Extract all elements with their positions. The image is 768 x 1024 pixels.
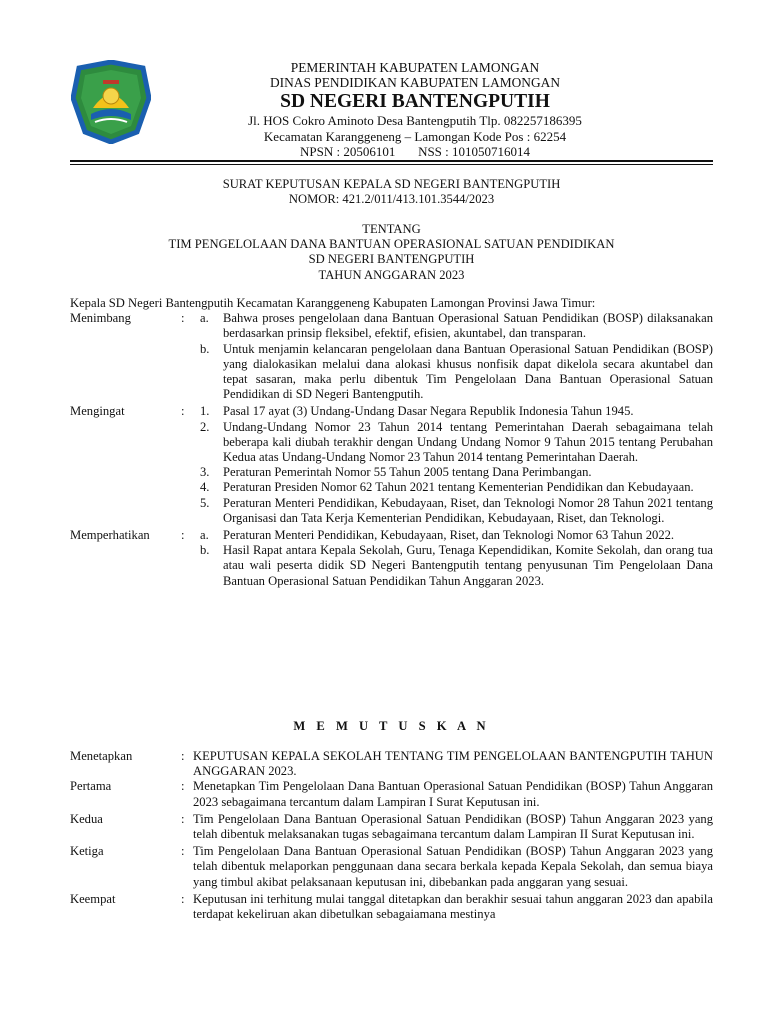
memperhatikan-section — [70, 528, 713, 589]
list-item: b. Hasil Rapat antara Kepala Sekolah, Guru, Tenaga Kependidikan, Komite Sekolah, dan orang tua atau wali peserta didik SD Negeri Bantengputih tentang penyusunan Tim Pengelolaan Dana Bantuan Operasional Satuan Pendidikan Tahun Anggaran 2023. — [200, 543, 713, 588]
subject-line-1: TIM PENGELOLAAN DANA BANTUAN OPERASIONAL SATUAN PENDIDIKAN — [168, 237, 615, 252]
letterhead-district: Kecamatan Karanggeneng – Lamongan Kode Pos : 62254 — [263, 128, 567, 144]
intro-text: Kepala SD Negeri Bantengputih Kecamatan Karanggeneng Kabupaten Lamongan Provinsi Jawa Timur: — [70, 296, 596, 310]
decree-title — [70, 177, 713, 207]
mengingat-label: Mengingat — [70, 404, 125, 419]
mengingat-section — [70, 404, 713, 526]
colon: : — [181, 404, 185, 419]
lamongan-regency-crest-icon — [71, 60, 151, 144]
colon: : — [181, 311, 185, 326]
list-item: 3. Peraturan Pemerintah Nomor 55 Tahun 2005 tentang Dana Perimbangan. — [200, 465, 592, 480]
menimbang-label: Menimbang — [70, 311, 131, 326]
letterhead — [180, 60, 650, 160]
decision-pertama: Pertama : Menetapkan Tim Pengelolaan Dana Bantuan Operasional Satuan Pendidikan (BOSP) Tahun Anggaran 2023 sebagaimana tercantum dalam Lampiran I Surat Keputusan ini. — [70, 779, 713, 809]
letterhead-npsn: NPSN : 20506101 NSS : 101050716014 — [299, 144, 531, 159]
letterhead-divider-thick — [70, 160, 713, 162]
letterhead-government: PEMERINTAH KABUPATEN LAMONGAN — [290, 60, 540, 75]
letterhead-department: DINAS PENDIDIKAN KABUPATEN LAMONGAN — [269, 75, 560, 90]
decisions-section — [70, 749, 713, 922]
decree-title-line: SURAT KEPUTUSAN KEPALA SD NEGERI BANTENGPUTIH — [222, 177, 561, 191]
memutuskan-heading: M E M U T U S K A N — [293, 719, 490, 733]
decree-subject — [70, 222, 713, 283]
menimbang-section — [70, 311, 713, 402]
decision-kedua: Kedua : Tim Pengelolaan Dana Bantuan Operasional Satuan Pendidikan (BOSP) Tahun Anggaran 2023 yang telah dibentuk melaksanakan tugas sebagaimana tercantum dalam Lampiran II Surat Keputusan ini. — [70, 811, 713, 842]
subject-tentang: TENTANG — [362, 222, 421, 236]
letterhead-address: Jl. HOS Cokro Aminoto Desa Bantengputih Tlp. 082257186395 — [248, 113, 582, 128]
letterhead-school-name: SD NEGERI BANTENGPUTIH — [280, 91, 550, 112]
decision-menetapkan: Menetapkan : KEPUTUSAN KEPALA SEKOLAH TENTANG TIM PENGELOLAAN BANTENGPUTIH TAHUN ANGGARAN 2023. — [70, 749, 713, 779]
memperhatikan-label: Memperhatikan — [70, 528, 150, 543]
list-item: a. Bahwa proses pengelolaan dana Bantuan Operasional Satuan Pendidikan (BOSP) dilaksanakan berdasarkan prinsip fleksibel, efektif, efisien, akuntabel, dan transparan. — [200, 311, 713, 341]
subject-line-3: TAHUN ANGGARAN 2023 — [318, 267, 465, 282]
list-item: 5. Peraturan Menteri Pendidikan, Kebudayaan, Riset, dan Teknologi Nomor 28 Tahun 2021 tentang Organisasi dan Tata Kerja Kementerian Pendidikan, Kebudayaan, Riset, dan Teknologi. — [200, 495, 713, 525]
list-item: a. Peraturan Menteri Pendidikan, Kebudayaan, Riset, dan Teknologi Nomor 63 Tahun 2022. — [200, 528, 675, 543]
subject-line-2: SD NEGERI BANTENGPUTIH — [308, 252, 475, 267]
decision-keempat: Keempat : Keputusan ini terhitung mulai tanggal ditetapkan dan berakhir sesuai tahun anggaran 2023 dan apabila terdapat kekeliruan akan dibetulkan sebagaiamana mestinya — [70, 891, 713, 922]
decision-ketiga: Ketiga : Tim Pengelolaan Dana Bantuan Operasional Satuan Pendidikan (BOSP) Tahun Anggaran 2023 yang telah dibentuk melaporkan penggunaan dana secara berkala kepada Kepala Sekolah, dan semua biaya yang timbul akibat pelaksanaan keputusan ini, dibebankan pada anggaran yang sesuai. — [70, 844, 713, 889]
list-item: 2. Undang-Undang Nomor 23 Tahun 2014 tentang Pemerintahan Daerah sebagaimana telah beberapa kali diubah terakhir dengan Undang Undang Nomor 9 Tahun 2015 tentang Perubahan Kedua atas Undang-Undang Nomor 23 Tahun 2014 tentang Pemerintahan Daerah. — [200, 419, 713, 465]
colon: : — [181, 528, 185, 543]
decree-number: NOMOR: 421.2/011/413.101.3544/2023 — [288, 192, 495, 207]
list-item: 4. Peraturan Presiden Nomor 62 Tahun 2021 tentang Kementerian Pendidikan dan Kebudayaan. — [200, 480, 694, 495]
considerations-section — [70, 296, 713, 589]
list-item: 1. Pasal 17 ayat (3) Undang-Undang Dasar Negara Republik Indonesia Tahun 1945. — [200, 404, 634, 419]
list-item: b. Untuk menjamin kelancaran pengelolaan dana Bantuan Operasional Satuan Pendidikan (BOSP) yang dialokasikan melalui dana alokasi khusus nonfisik dapat dikelola secara akuntabel dan tepat sasaran, maka perlu dibentuk Tim Pengelolaan Dana Bantuan Operasional Satuan Pendidikan di SD Negeri Bantengputih. — [200, 341, 713, 402]
letterhead-divider-thin — [70, 164, 713, 165]
